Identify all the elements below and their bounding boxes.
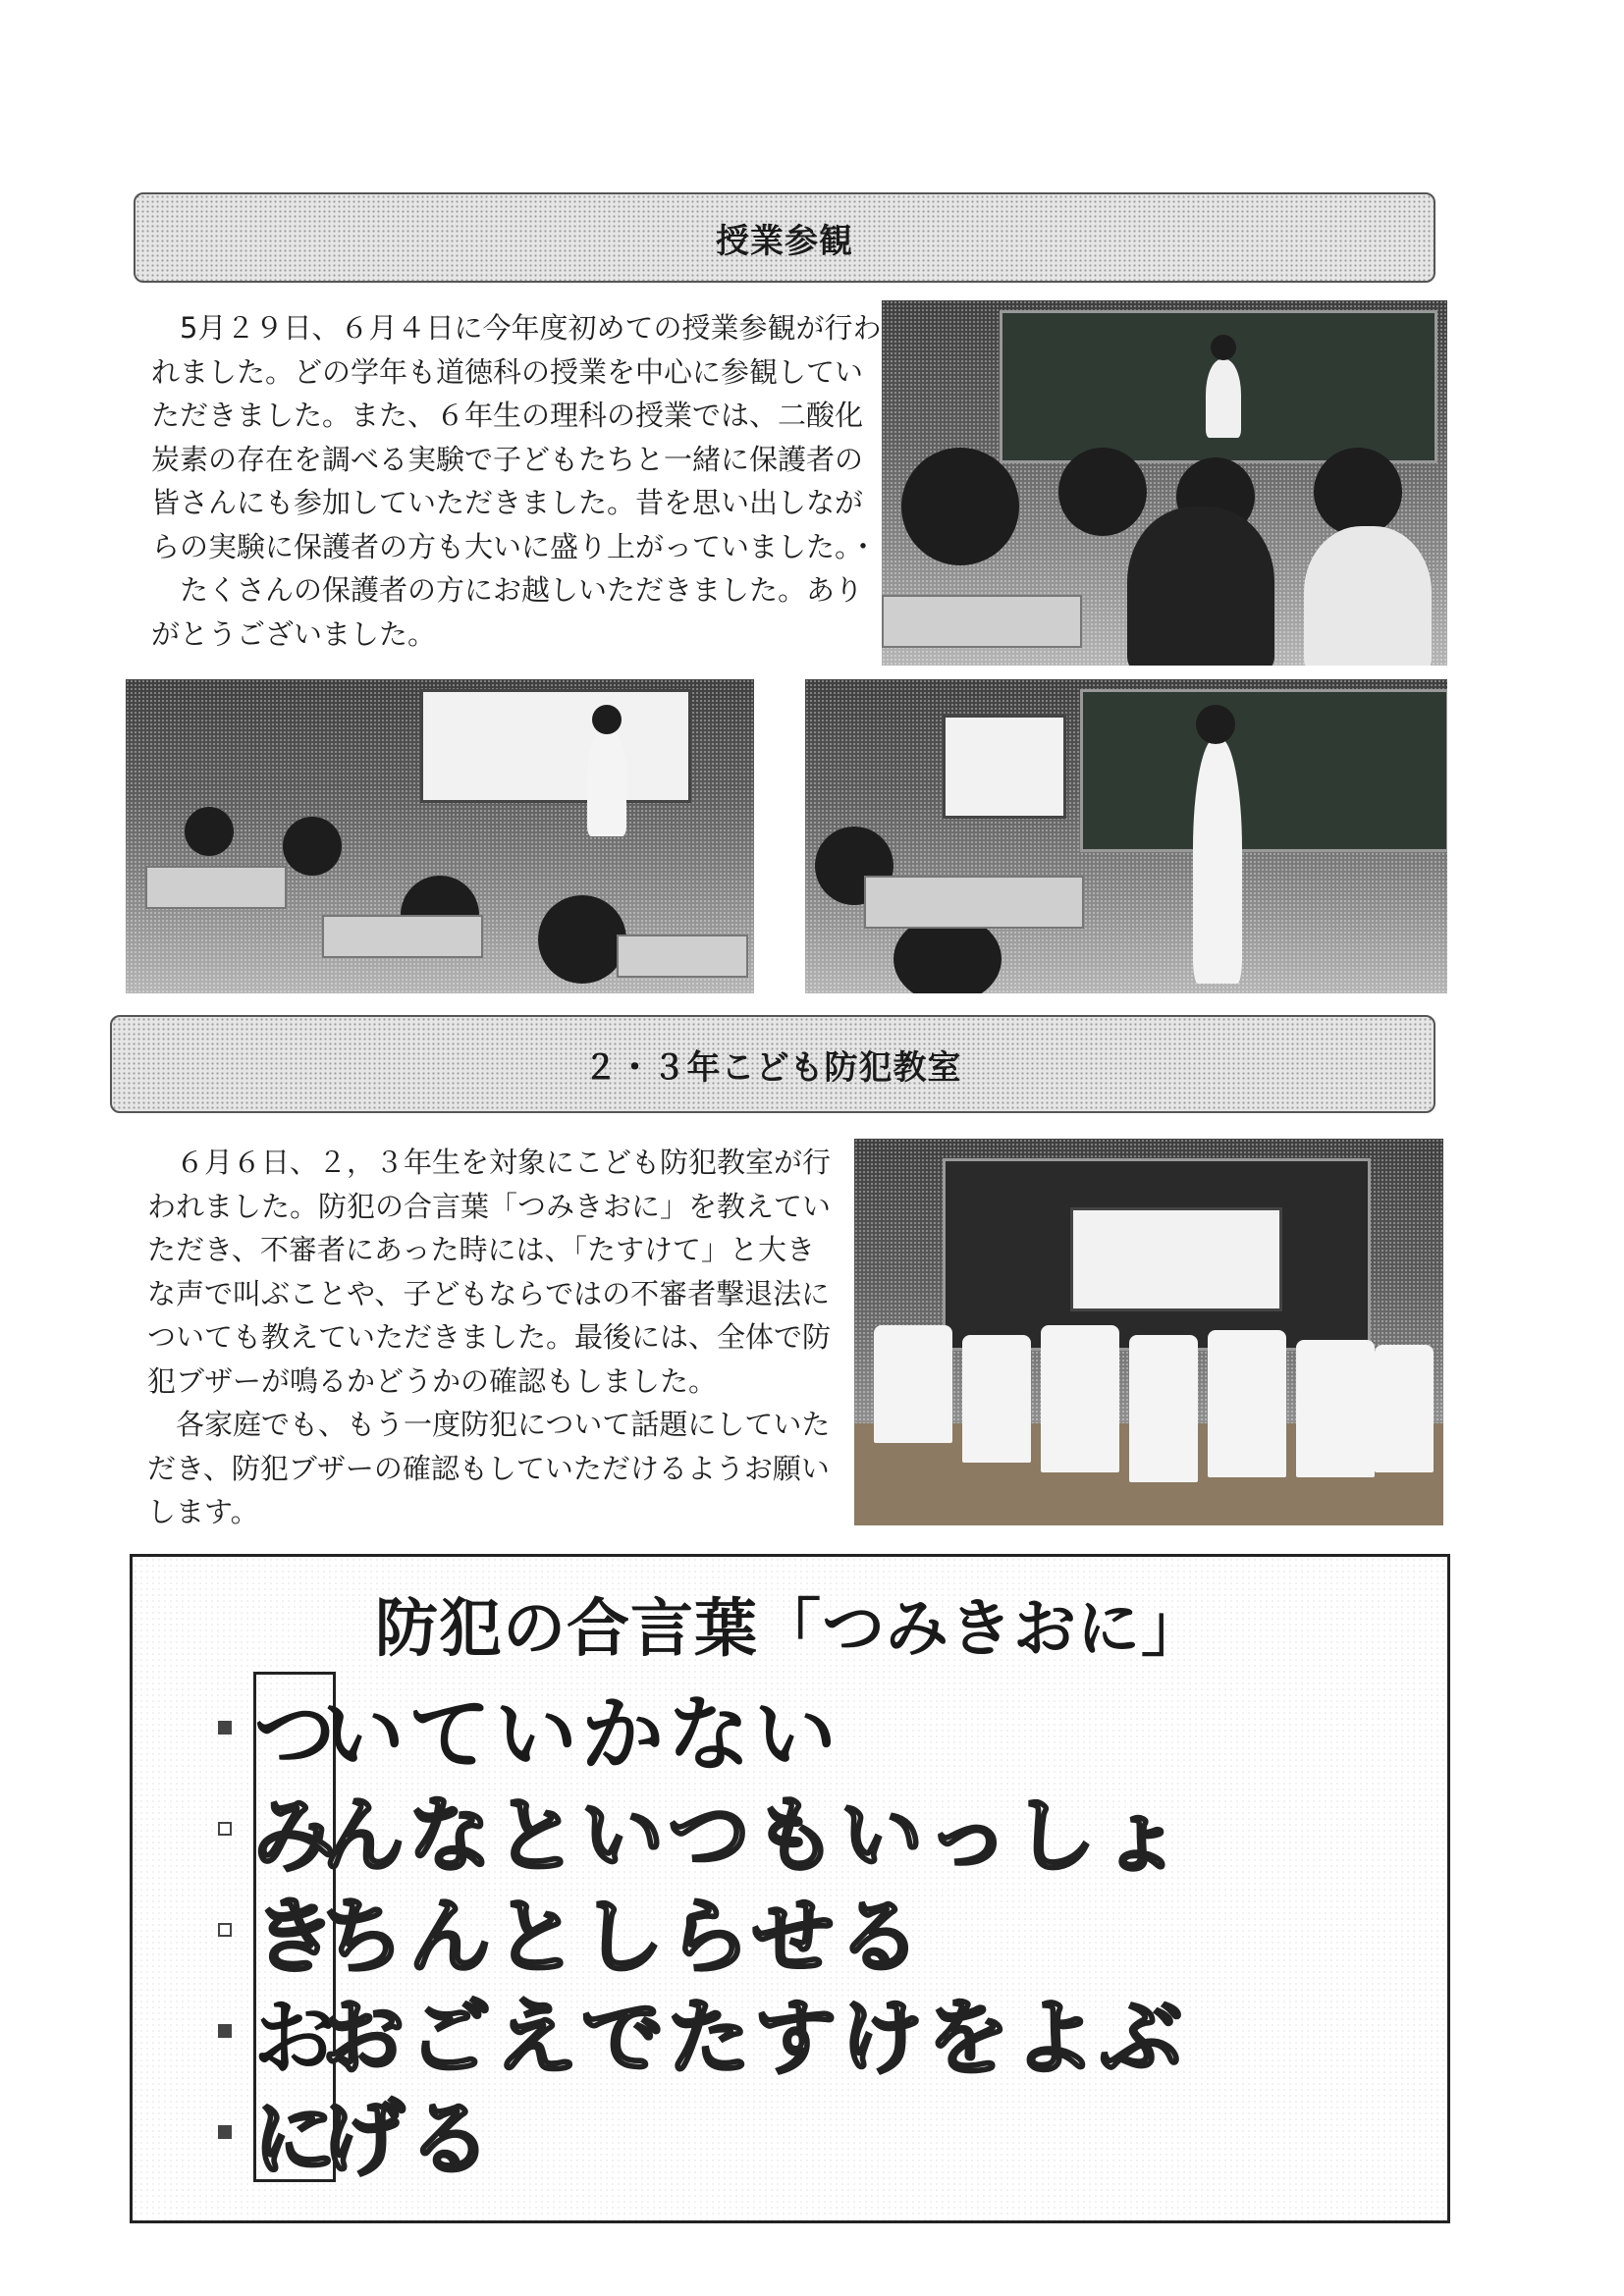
section1-body: [151, 306, 886, 656]
motto-item-1: [218, 1679, 841, 1783]
motto-item-5: [218, 2083, 496, 2187]
motto-item-text: げる: [322, 2090, 496, 2187]
motto-item-text: んなといつもいっしょ: [322, 1787, 1187, 1884]
bullet-icon: [218, 2125, 232, 2139]
section1-paragraph-2: たくさんの保護者の方にお越しいただきました。ありがとうございました。: [151, 573, 864, 651]
section-title: 授業参観: [716, 221, 853, 261]
motto-item-initial: み: [253, 1787, 341, 1884]
bullet-icon: [218, 1721, 232, 1735]
motto-item-4: [218, 1982, 1187, 2086]
motto-item-text: おごえでたすけをよぶ: [322, 1989, 1187, 2086]
motto-item-3: [218, 1881, 925, 1985]
section2-paragraph-1: ６月６日、２，３年生を対象にこども防犯教室が行われました。防犯の合言葉「つみきおに」を教えていただき、不審者にあった時には、「たすけて」と大きな声で叫ぶことや、子どもならではの不審者撃退法についても教えていただきました。最後には、全体で防犯ブザーが鳴るかどうかの確認もしました。: [147, 1146, 832, 1398]
section-title: ２・３年こども防犯教室: [583, 1047, 962, 1088]
section-header-class-observation: [134, 192, 1435, 283]
motto-item-text: いていかない: [322, 1685, 841, 1783]
section2-body: [147, 1141, 840, 1534]
photo-classroom-left: [126, 679, 754, 993]
motto-item-initial: お: [253, 1989, 341, 2086]
bullet-icon: [218, 1923, 232, 1937]
callout-title: 防犯の合言葉「つみきおに」: [375, 1593, 1205, 1666]
section1-paragraph-1: 5月２９日、６月４日に今年度初めての授業参観が行われました。どの学年も道徳科の授業を中心に参観していただきました。また、６年生の理科の授業では、二酸化炭素の存在を調べる実験で子どもたちと一緒に保護者の皆さんにも参加していただきました。昔を思い出しながらの実験に保護者の方も大いに盛り上がっていました。・: [151, 311, 882, 563]
motto-item-text: ちんとしらせる: [322, 1888, 925, 1985]
motto-item-2: [218, 1780, 1187, 1884]
section2-paragraph-2: 各家庭でも、もう一度防犯について話題にしていただき、防犯ブザーの確認もしていただけるようお願いします。: [147, 1408, 831, 1528]
photo-classroom-right: [805, 679, 1447, 993]
motto-item-initial: つ: [253, 1685, 341, 1783]
photo-classroom-science: [882, 300, 1447, 666]
bullet-icon: [218, 1822, 232, 1836]
photo-gymnasium-crime-prevention: [854, 1139, 1443, 1525]
section-header-crime-prevention: [110, 1015, 1435, 1113]
motto-item-initial: に: [253, 2090, 341, 2187]
motto-item-initial: き: [253, 1888, 341, 1985]
bullet-icon: [218, 2024, 232, 2038]
